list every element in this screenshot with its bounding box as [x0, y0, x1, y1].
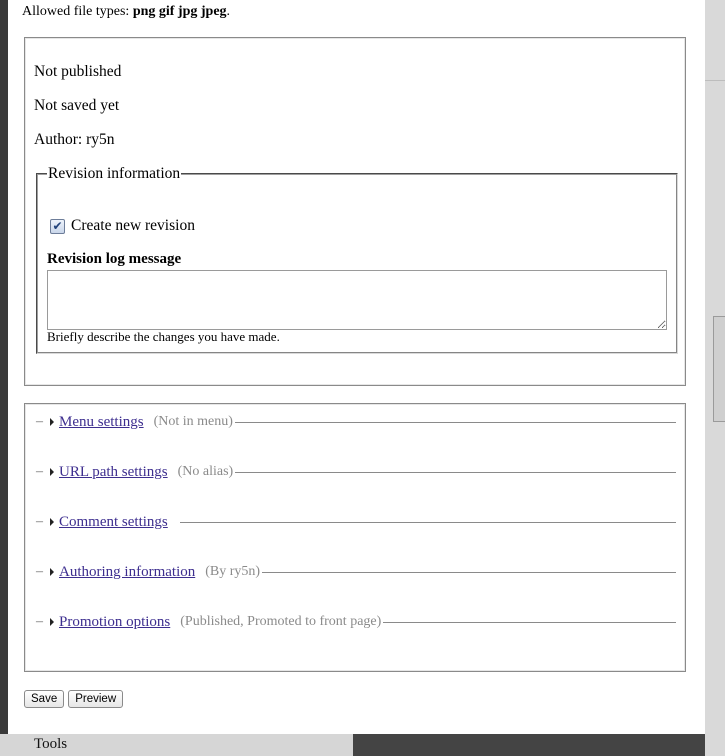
backdrop-bottom: [0, 734, 705, 756]
section-link[interactable]: Comment settings: [59, 513, 168, 530]
section-link[interactable]: URL path settings: [59, 463, 168, 480]
expand-triangle-icon: [50, 418, 54, 426]
expand-triangle-icon: [50, 468, 54, 476]
create-revision-row[interactable]: [50, 217, 195, 235]
revision-log-description: Briefly describe the changes you have made.: [47, 329, 280, 344]
author-status: Author: ry5n: [34, 131, 115, 148]
revision-log-label: Revision log message: [47, 251, 182, 267]
section-link[interactable]: Menu settings: [59, 413, 144, 430]
section-summary: (No alias): [177, 464, 234, 479]
revision-legend: Revision information: [48, 165, 181, 182]
vertical-tabs-panel: [24, 403, 686, 672]
save-status: Not saved yet: [34, 97, 120, 114]
section-summary: (By ry5n): [205, 564, 261, 579]
section-link[interactable]: Authoring information: [59, 563, 196, 580]
section-comment-settings[interactable]: – Comment settings: [36, 512, 676, 532]
create-revision-label: Create new revision: [71, 217, 195, 234]
section-authoring-information[interactable]: – Authoring information (By ry5n): [36, 562, 676, 582]
backdrop-right: [705, 0, 725, 756]
revision-fieldset: [36, 165, 678, 354]
allowed-file-types: [22, 4, 230, 20]
background-tools-label: Tools: [34, 736, 68, 752]
allowed-suffix: .: [226, 4, 231, 19]
section-url-path-settings[interactable]: – URL path settings (No alias): [36, 462, 676, 482]
create-revision-checkbox[interactable]: ✔: [50, 219, 65, 234]
expand-triangle-icon: [50, 618, 54, 626]
section-menu-settings[interactable]: – Menu settings (Not in menu): [36, 412, 676, 432]
node-edit-modal: [8, 0, 705, 734]
preview-button[interactable]: Preview: [68, 690, 123, 708]
status-panel: [24, 37, 686, 386]
allowed-prefix: Allowed file types:: [22, 4, 130, 19]
section-summary: (Not in menu): [153, 414, 233, 429]
expand-triangle-icon: [50, 568, 54, 576]
save-button[interactable]: Save: [24, 690, 64, 708]
publish-status: Not published: [34, 63, 122, 80]
expand-triangle-icon: [50, 518, 54, 526]
revision-log-textarea[interactable]: [47, 270, 667, 330]
section-summary: (Published, Promoted to front page): [180, 614, 382, 629]
allowed-types: png gif jpg jpeg: [132, 4, 227, 19]
form-actions: [24, 690, 123, 708]
section-promotion-options[interactable]: – Promotion options (Published, Promoted to front page): [36, 612, 676, 632]
section-link[interactable]: Promotion options: [59, 613, 171, 630]
